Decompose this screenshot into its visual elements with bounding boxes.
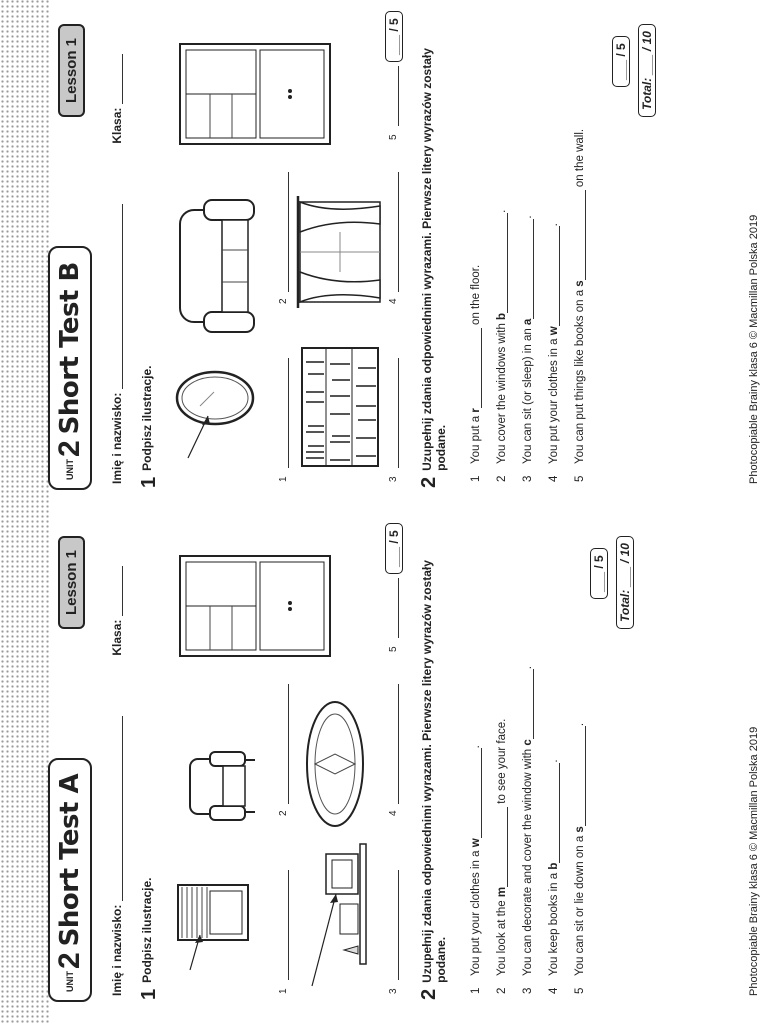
answer-line[interactable] <box>398 358 399 468</box>
sentence-text: You can sit or lie down on a <box>574 832 586 976</box>
picture-item-2 <box>160 196 280 336</box>
sentence-number: 5 <box>574 475 586 482</box>
sentence-5 <box>574 723 586 994</box>
answer-line[interactable] <box>288 684 289 804</box>
exercise-2-heading <box>420 48 448 488</box>
exercise-number: 2 <box>418 988 440 1000</box>
sentence-number: 3 <box>522 475 534 482</box>
item-number: 1 <box>278 476 289 482</box>
sentence-4 <box>548 759 560 994</box>
sentence-2 <box>496 210 508 482</box>
answer-blank[interactable] <box>496 213 508 313</box>
mirror-icon <box>170 348 265 478</box>
sentence-text: . <box>522 215 534 219</box>
first-letter: s <box>574 280 586 287</box>
sentence-text: . <box>574 722 586 727</box>
total-box: Total: ___ / 10 <box>638 24 656 117</box>
sentence-text: on the wall. <box>574 128 586 191</box>
sentence-text: You can sit (or sleep) in an <box>522 325 534 464</box>
answer-line[interactable] <box>398 870 399 980</box>
sofa-icon <box>160 196 275 336</box>
page-title: Short Test B <box>55 262 85 435</box>
picture-item-3 <box>300 824 380 994</box>
first-letter: b <box>496 312 508 320</box>
sentence-text: . <box>548 223 560 227</box>
first-letter: r <box>470 408 482 413</box>
sentence-4 <box>548 223 560 482</box>
sentence-text: to see your face. <box>496 718 508 807</box>
exercise-number: 2 <box>418 476 440 488</box>
item-number: 2 <box>278 810 289 816</box>
sentence-text: You put your clothes in a <box>548 335 560 464</box>
sentence-3 <box>522 215 534 482</box>
sentence-5 <box>574 129 586 482</box>
item-number: 4 <box>388 810 399 816</box>
short-test-a <box>0 512 768 1024</box>
answer-blank[interactable] <box>574 190 586 280</box>
rug-icon <box>290 694 380 834</box>
exercise-2-heading <box>420 560 448 1000</box>
unit-label-text: UNIT <box>64 459 75 480</box>
unit-label-text: UNIT <box>64 971 75 992</box>
item-number: 1 <box>278 988 289 994</box>
armchair-icon <box>165 734 265 834</box>
answer-blank[interactable] <box>496 807 508 887</box>
name-field[interactable] <box>110 716 123 901</box>
exercise-number: 1 <box>138 476 160 488</box>
picture-item-4 <box>290 694 380 834</box>
first-letter: a <box>522 318 534 326</box>
picture-item-5 <box>170 544 340 664</box>
sentence-text: You put a <box>470 412 482 464</box>
item-number: 5 <box>388 646 399 652</box>
answer-blank[interactable] <box>548 226 560 326</box>
sentence-text: . <box>548 759 560 763</box>
first-letter: b <box>548 862 560 870</box>
class-label: Klasa: <box>110 107 124 144</box>
answer-line[interactable] <box>288 358 289 468</box>
test-title-box <box>48 758 92 1002</box>
sentence-number: 1 <box>470 475 482 482</box>
lesson-badge: Lesson 1 <box>58 536 85 629</box>
answer-line[interactable] <box>288 172 289 292</box>
sentence-text: . <box>522 666 534 670</box>
picture-item-5 <box>170 32 340 152</box>
footer-credit: Photocopiable Brainy klasa 6 © Macmillan Polska 2019 <box>748 214 760 484</box>
class-field[interactable] <box>110 54 123 104</box>
exercise-instruction: Podpisz ilustracje. <box>140 877 154 983</box>
first-letter: m <box>496 886 508 898</box>
exercise-number: 1 <box>138 988 160 1000</box>
sentence-text: You can decorate and cover the window with <box>522 745 534 976</box>
exercise-instruction: Uzupełnij zdania odpowiednimi wyrazami. Pierwsze litery wyrazów zostały podane. <box>420 560 448 983</box>
answer-line[interactable] <box>398 66 399 126</box>
sentence-2 <box>496 719 508 994</box>
item-number: 3 <box>388 988 399 994</box>
first-letter: w <box>470 838 482 848</box>
page-title: Short Test A <box>55 773 85 947</box>
test-title-box <box>48 246 92 490</box>
answer-line[interactable] <box>288 870 289 980</box>
sentence-3 <box>522 666 534 994</box>
item-number: 4 <box>388 298 399 304</box>
sentence-text: You put your clothes in a <box>470 847 482 976</box>
sentence-number: 4 <box>548 475 560 482</box>
answer-line[interactable] <box>398 684 399 804</box>
answer-blank[interactable] <box>522 669 534 739</box>
sentence-1 <box>470 265 482 482</box>
sentence-number: 5 <box>574 987 586 994</box>
name-row <box>110 20 124 484</box>
picture-item-4 <box>290 186 390 316</box>
exercise-instruction: Uzupełnij zdania odpowiednimi wyrazami. Pierwsze litery wyrazów zostały podane. <box>420 48 448 471</box>
sentence-number: 2 <box>496 475 508 482</box>
unit-number: 2 <box>53 440 86 457</box>
name-row <box>110 532 124 996</box>
exercise-instruction: Podpisz ilustracje. <box>140 365 154 471</box>
picture-item-3 <box>296 322 386 472</box>
answer-blank[interactable] <box>522 219 534 319</box>
total-box: Total: ___ / 10 <box>616 536 634 629</box>
answer-blank[interactable] <box>574 726 586 826</box>
sentence-text: . <box>470 745 482 749</box>
sentence-number: 2 <box>496 987 508 994</box>
picture-item-1 <box>170 328 270 478</box>
blind-icon <box>170 860 265 990</box>
item-number: 3 <box>388 476 399 482</box>
class-field[interactable] <box>110 566 123 616</box>
exercise-1-heading <box>140 878 158 1001</box>
wardrobe-icon <box>170 544 340 664</box>
name-label: Imię i nazwisko: <box>110 904 124 996</box>
name-label: Imię i nazwisko: <box>110 392 124 484</box>
wardrobe-icon <box>170 32 340 152</box>
curtains-icon <box>290 186 390 316</box>
score-box: ___ / 5 <box>590 548 608 599</box>
first-letter: c <box>522 739 534 746</box>
score-box: ___ / 5 <box>385 523 403 574</box>
unit-number: 2 <box>53 952 86 969</box>
answer-line[interactable] <box>398 172 399 292</box>
exercise-1-heading <box>140 366 158 489</box>
footer-credit: Photocopiable Brainy klasa 6 © Macmillan Polska 2019 <box>748 726 760 996</box>
sentence-number: 1 <box>470 987 482 994</box>
sentence-text: You look at the <box>496 897 508 976</box>
name-field[interactable] <box>110 204 123 389</box>
unit-label <box>66 971 75 992</box>
first-letter: w <box>548 326 560 336</box>
lesson-badge: Lesson 1 <box>58 24 85 117</box>
sentence-text: on the floor. <box>470 264 482 329</box>
answer-blank[interactable] <box>470 748 482 838</box>
sentence-text: . <box>496 209 508 213</box>
sentence-1 <box>470 745 482 994</box>
sentence-number: 4 <box>548 987 560 994</box>
answer-blank[interactable] <box>548 763 560 863</box>
item-number: 5 <box>388 134 399 140</box>
answer-blank[interactable] <box>470 328 482 408</box>
sentence-text: You cover the windows with <box>496 319 508 464</box>
bookcase-icon <box>296 332 386 472</box>
picture-item-1 <box>170 840 270 990</box>
score-box: ___ / 5 <box>385 11 403 62</box>
item-number: 2 <box>278 298 289 304</box>
shelf-icon <box>300 824 380 994</box>
first-letter: s <box>574 826 586 833</box>
answer-line[interactable] <box>398 578 399 638</box>
class-label: Klasa: <box>110 619 124 656</box>
sentence-text: You can put things like books on a <box>574 286 586 464</box>
score-box: ___ / 5 <box>612 36 630 87</box>
sentence-number: 3 <box>522 987 534 994</box>
unit-label <box>66 459 75 480</box>
picture-item-2 <box>165 724 275 834</box>
sentence-text: You keep books in a <box>548 869 560 976</box>
